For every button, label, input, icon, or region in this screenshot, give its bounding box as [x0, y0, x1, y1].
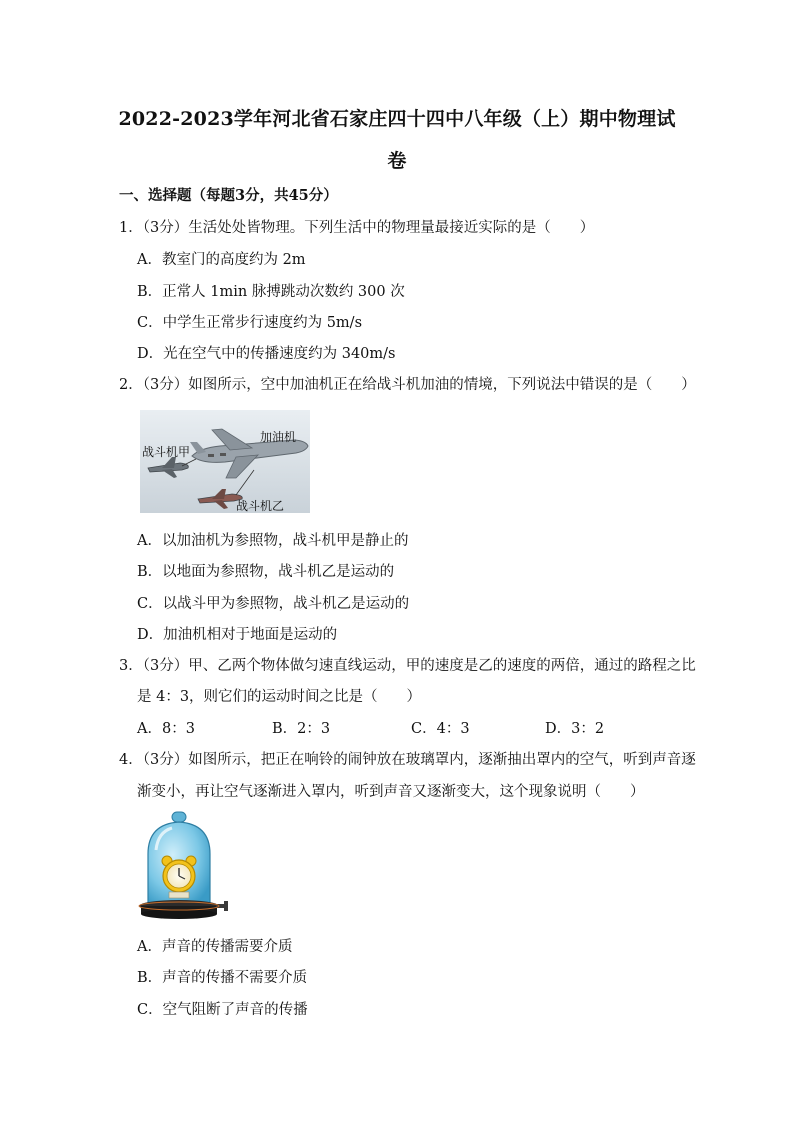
question-3-stem-line1: 3．（3分）甲、乙两个物体做匀速直线运动，甲的速度是乙的速度的两倍，通过的路程之比 [119, 658, 696, 674]
question-4-option-b: B．声音的传播不需要介质 [137, 970, 308, 986]
question-3-option-a: A．8：3 [137, 721, 195, 737]
question-3-stem-line2: 是 4：3，则它们的运动时间之比是（ ） [137, 689, 422, 705]
question-2-option-b: B．以地面为参照物，战斗机乙是运动的 [137, 564, 395, 580]
bell-jar-alarm-clock-icon [138, 810, 230, 922]
question-4-stem-line2: 渐变小，再让空气逐渐进入罩内，听到声音又逐渐变大，这个现象说明（ ） [137, 784, 645, 800]
question-1-option-c: C．中学生正常步行速度约为 5m/s [137, 315, 363, 331]
question-4-stem-line1: 4．（3分）如图所示，把正在响铃的闹钟放在玻璃罩内，逐渐抽出罩内的空气，听到声音逐 [119, 752, 696, 768]
bell-jar-figure [138, 810, 230, 922]
refueling-figure [140, 410, 310, 513]
refueling-illustration [140, 410, 310, 513]
label-fighter-b: 战斗机乙 [236, 499, 285, 513]
question-1-option-d: D．光在空气中的传播速度约为 340m/s [137, 346, 396, 362]
question-4-option-a: A．声音的传播需要介质 [137, 939, 293, 955]
question-3-option-d: D．3：2 [545, 721, 605, 737]
question-3-option-c: C．4：3 [411, 721, 470, 737]
question-2-option-c: C．以战斗甲为参照物，战斗机乙是运动的 [137, 596, 410, 612]
question-2-option-a: A．以加油机为参照物，战斗机甲是静止的 [137, 533, 409, 549]
question-3-option-b: B．2：3 [272, 721, 331, 737]
question-2-stem: 2．（3分）如图所示，空中加油机正在给战斗机加油的情境，下列说法中错误的是（ ） [119, 377, 696, 393]
question-2-option-d: D．加油机相对于地面是运动的 [137, 627, 338, 643]
document-title-line2: 卷 [387, 150, 407, 172]
question-1-option-b: B．正常人 1min 脉搏跳动次数约 300 次 [137, 284, 405, 300]
document-title-line1: 2022-2023学年河北省石家庄四十四中八年级（上）期中物理试 [118, 108, 676, 130]
question-1-option-a: A．教室门的高度约为 2m [137, 252, 306, 268]
label-fighter-a: 战斗机甲 [142, 445, 191, 459]
question-1-stem: 1．（3分）生活处处皆物理。下列生活中的物理量最接近实际的是（ ） [119, 220, 595, 236]
question-4-option-c: C．空气阻断了声音的传播 [137, 1002, 308, 1018]
section-heading: 一、选择题（每题3分，共45分） [119, 187, 338, 204]
label-tanker: 加油机 [260, 430, 297, 444]
